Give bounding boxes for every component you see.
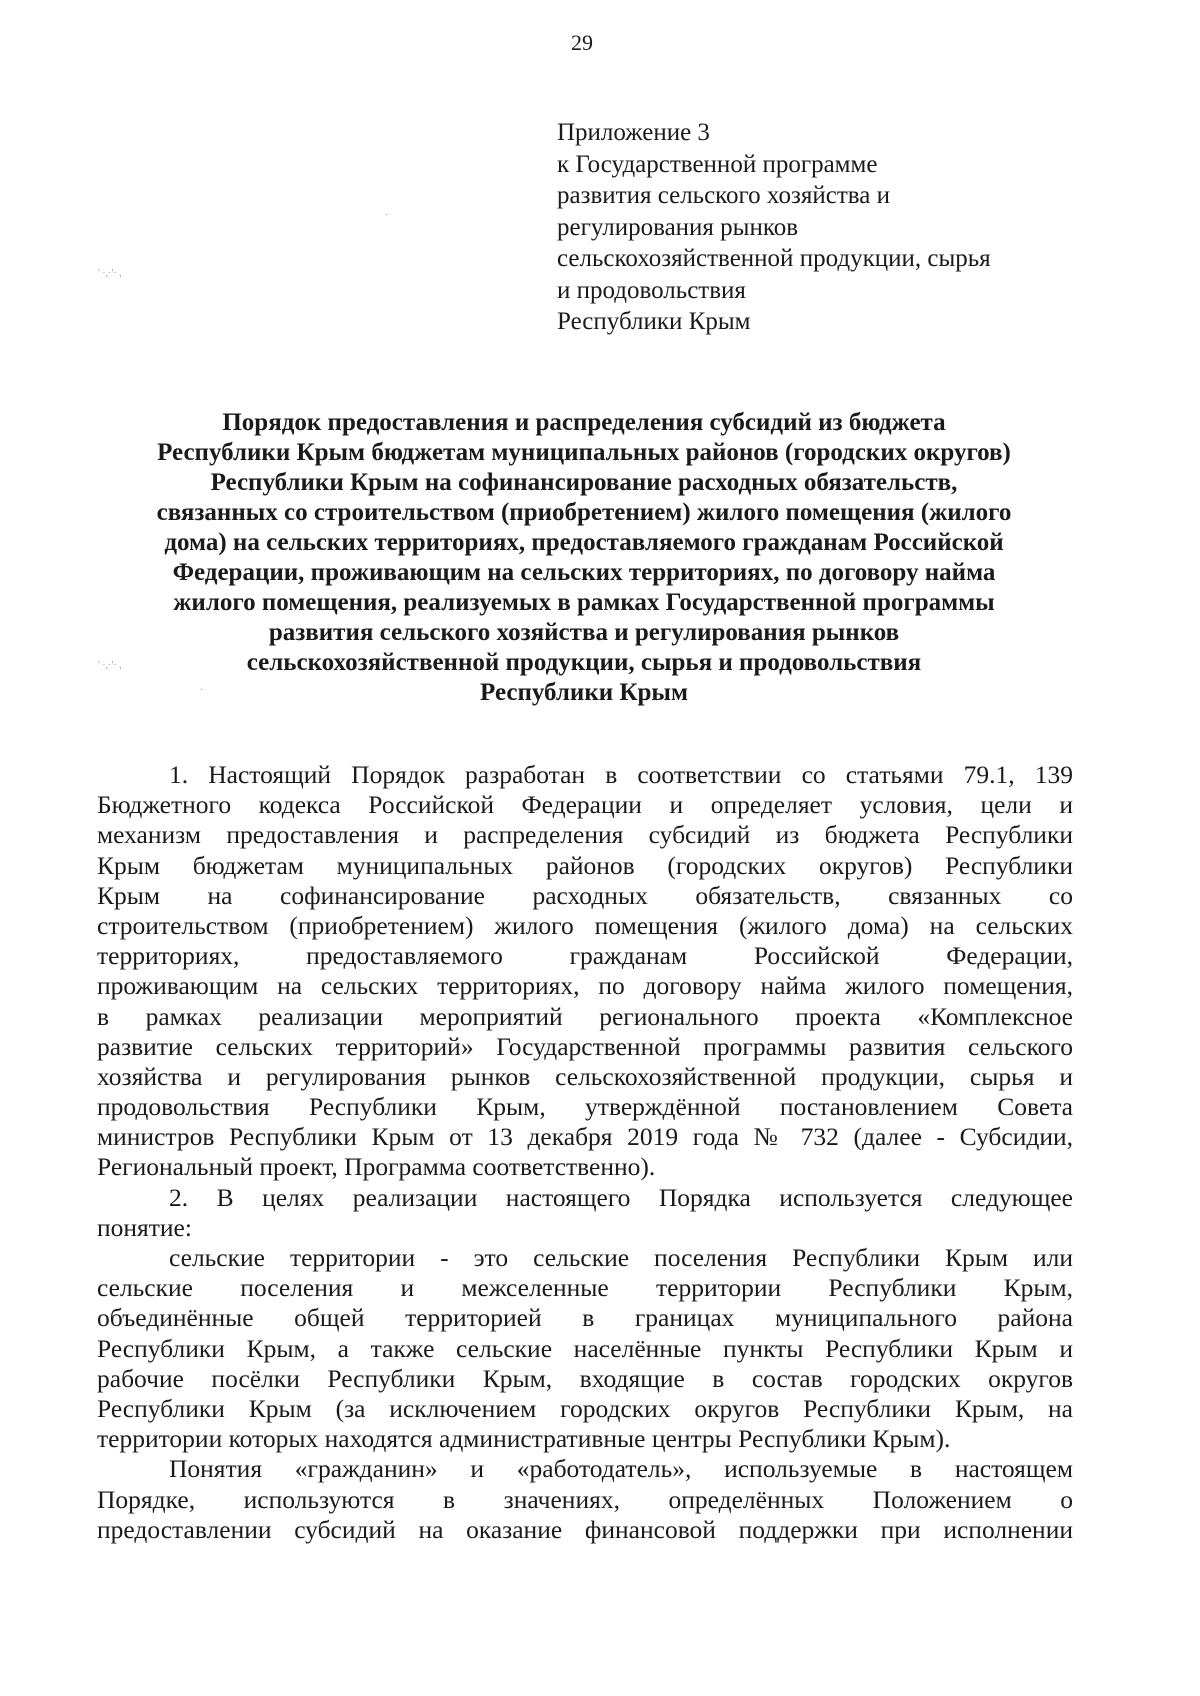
title-line: Республики Крым на софинансирование расходных обязательств, bbox=[210, 469, 958, 496]
document-body bbox=[97, 760, 1073, 1545]
body-line: территориях, предоставляемого гражданам Российской Федерации, bbox=[97, 941, 1073, 971]
body-line: Порядке, используются в значениях, определённых Положением о bbox=[97, 1484, 1073, 1514]
title-line: дома) на сельских территориях, предоставляемого гражданам Российской bbox=[164, 529, 1004, 556]
body-line: территории которых находятся административные центры Республики Крым). bbox=[97, 1424, 951, 1454]
body-line: Бюджетного кодекса Российской Федерации и определяет условия, цели и bbox=[97, 790, 1073, 820]
title-line: жилого помещения, реализуемых в рамках Государственной программы bbox=[173, 589, 995, 616]
page-number: 29 bbox=[571, 30, 593, 55]
document-title bbox=[88, 408, 1080, 708]
body-line: понятие: bbox=[97, 1212, 192, 1242]
body-line: строительством (приобретением) жилого помещения (жилого дома) на сельских bbox=[97, 910, 1073, 940]
body-line: Крым бюджетам муниципальных районов (городских округов) Республики bbox=[97, 850, 1073, 880]
body-line: хозяйства и регулирования рынков сельскохозяйственной продукции, сырья и bbox=[97, 1061, 1073, 1091]
title-line: Республики Крым bbox=[480, 679, 688, 706]
appendix-line: Приложение 3 bbox=[557, 119, 710, 146]
appendix-line: сельскохозяйственной продукции, сырья bbox=[557, 245, 991, 272]
title-line: Федерации, проживающим на сельских территориях, по договору найма bbox=[172, 559, 996, 586]
appendix-line: к Государственной программе bbox=[557, 150, 878, 178]
appendix-line: и продовольствия bbox=[557, 276, 746, 304]
title-line: связанных со строительством (приобретением) жилого помещения (жилого bbox=[156, 499, 1012, 526]
body-line: предоставлении субсидий на оказание финансовой поддержки при исполнении bbox=[97, 1514, 1073, 1544]
title-line: развития сельского хозяйства и регулирования рынков bbox=[268, 619, 900, 646]
body-line: Понятия «гражданин» и «работодатель», используемые в настоящем bbox=[169, 1454, 1073, 1484]
body-line: сельские территории - это сельские поселения Республики Крым или bbox=[169, 1243, 1073, 1272]
title-line: Порядок предоставления и распределения субсидий из бюджета bbox=[222, 409, 946, 436]
body-line: развитие сельских территорий» Государственной программы развития сельского bbox=[97, 1031, 1073, 1061]
body-line: Республики Крым (за исключением городских округов Республики Крым, на bbox=[97, 1393, 1073, 1423]
scan-artifact: ' ·,·'· , bbox=[98, 660, 122, 671]
body-line: механизм предоставления и распределения субсидий из бюджета Республики bbox=[97, 820, 1073, 850]
title-line: сельскохозяйственной продукции, сырья и продовольствия bbox=[246, 649, 922, 676]
appendix-line: регулирования рынков bbox=[557, 213, 799, 241]
body-line: объединённые общей территорией в границах муниципального района bbox=[97, 1303, 1073, 1333]
title-line: Республики Крым бюджетам муниципальных районов (городских округов) bbox=[157, 439, 1011, 466]
appendix-line: развития сельского хозяйства и bbox=[557, 182, 890, 209]
body-line: 2. В целях реализации настоящего Порядка используется следующее bbox=[169, 1182, 1073, 1212]
body-line: Крым на софинансирование расходных обязательств, связанных со bbox=[97, 880, 1073, 910]
body-line: в рамках реализации мероприятий регионального проекта «Комплексное bbox=[97, 1001, 1073, 1031]
body-line: Региональный проект, Программа соответственно). bbox=[97, 1152, 656, 1182]
scan-artifact: ' ·,·'· , bbox=[98, 268, 122, 279]
appendix-header bbox=[557, 117, 1117, 338]
scan-artifact: · bbox=[200, 685, 204, 696]
body-line: продовольствия Республики Крым, утверждённой постановлением Совета bbox=[97, 1092, 1073, 1122]
body-line: рабочие посёлки Республики Крым, входящие в состав городских округов bbox=[97, 1363, 1073, 1393]
body-line: проживающим на сельских территориях, по договору найма жилого помещения, bbox=[97, 971, 1073, 1001]
body-line: министров Республики Крым от 13 декабря 2019 года № 732 (далее - Субсидии, bbox=[97, 1122, 1073, 1152]
body-line: 1. Настоящий Порядок разработан в соответствии со статьями 79.1, 139 bbox=[169, 760, 1073, 789]
scan-artifact: · bbox=[385, 210, 389, 221]
body-line: сельские поселения и межселенные территории Республики Крым, bbox=[97, 1273, 1073, 1303]
appendix-line: Республики Крым bbox=[557, 308, 751, 335]
body-line: Республики Крым, а также сельские населённые пункты Республики Крым и bbox=[97, 1333, 1073, 1363]
